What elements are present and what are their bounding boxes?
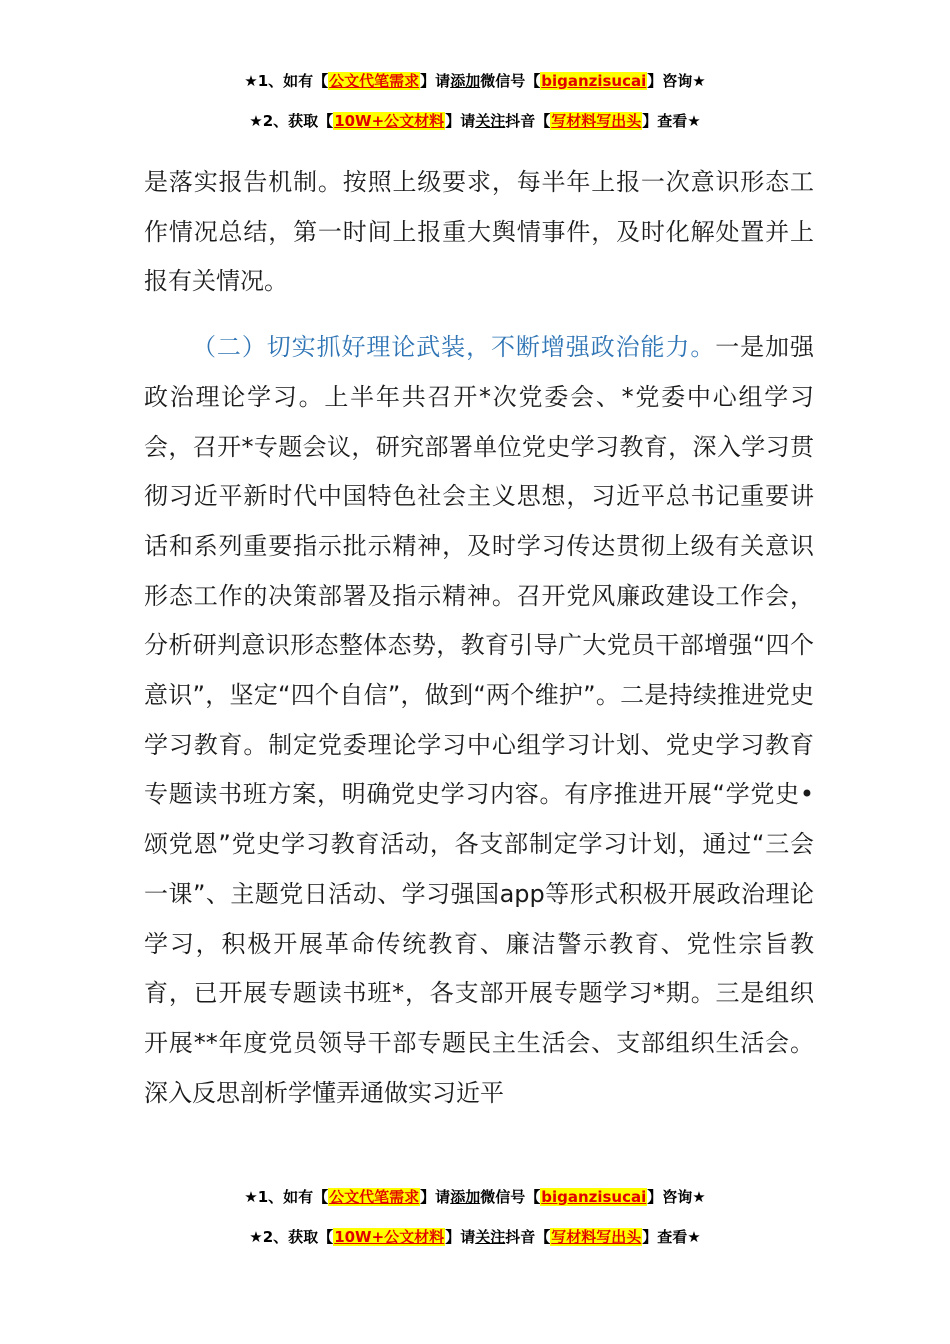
- banner-text: ★1、如有【: [244, 1188, 329, 1206]
- highlight-wechat-id: biganzisucai: [541, 72, 647, 90]
- highlight-wechat-id: biganzisucai: [541, 1188, 647, 1206]
- paragraph-reporting-mechanism: 是落实报告机制。按照上级要求，每半年上报一次意识形态工作情况总结，第一时间上报重大舆情事件，及时化解处置并上报有关情况。: [144, 168, 814, 296]
- highlight-douyin-account: 写材料写出头: [551, 112, 642, 130]
- underlined-word: 关注: [475, 112, 506, 130]
- banner-text: ★2、获取【: [249, 112, 334, 130]
- paragraph-text: 一是加强政治理论学习。上半年共召开*次党委会、*党委中心组学习会，召开*专题会议，研究部署单位党史学习教育，深入学习贯彻习近平新时代中国特色社会主义思想，习近平总书记重要讲话和系列重要指示批示精神，及时学习传达贯彻上级有关意识形态工作的决策部署及指示精神。召开党风廉政建设工作会，分析研判意识形态整体态势，教育引导广大党员干部增强“四个意识”，坚定“四个自信”，做到“两个维护”。二是持续推进党史学习教育。制定党委理论学习中心组学习计划、党史学习教育专题读书班方案，明确党史学习内容。有序推进开展“学党史•颂党恩”党史学习教育活动，各支部制定学习计划，通过“三会一课”、主题党日活动、学习强国app等形式积极开展政治理论学习，积极开展革命传统教育、廉洁警示教育、党性宗旨教育，已开展专题读书班*，各支部开展专题学习*期。三是组织开展**年度党员领导干部专题民主生活会、支部组织生活会。深入反思剖析学懂弄通做实习近平: [144, 333, 814, 1107]
- banner-text: 】请: [420, 1188, 451, 1206]
- highlight-douyin-account: 写材料写出头: [551, 1228, 642, 1246]
- underlined-word: 添加: [450, 72, 481, 90]
- banner-text: 】咨询★: [647, 72, 706, 90]
- banner-text: ★2、获取【: [249, 1228, 334, 1246]
- banner-text: 】查看★: [642, 112, 701, 130]
- banner-text: 】请: [420, 72, 451, 90]
- top-banner: [0, 70, 950, 132]
- banner-text: 】咨询★: [647, 1188, 706, 1206]
- highlight-service: 公文代笔需求: [329, 1188, 420, 1206]
- highlight-materials: 10W+公文材料: [334, 112, 445, 130]
- underlined-word: 关注: [475, 1228, 506, 1246]
- banner-text: 微信号【: [480, 72, 541, 90]
- document-body: [144, 158, 814, 1118]
- banner-text: 】查看★: [642, 1228, 701, 1246]
- bottom-banner: [0, 1186, 950, 1248]
- banner-text: 抖音【: [505, 1228, 551, 1246]
- underlined-word: 添加: [450, 1188, 481, 1206]
- section-heading: （二）切实抓好理论武装，不断增强政治能力。: [192, 333, 716, 362]
- banner-text: ★1、如有【: [244, 72, 329, 90]
- banner-line-2: [0, 110, 950, 132]
- banner-line-2: [0, 1226, 950, 1248]
- banner-line-1: [0, 1186, 950, 1208]
- banner-text: 抖音【: [505, 112, 551, 130]
- banner-text: 】请: [445, 112, 476, 130]
- paragraph-theory-study: [144, 323, 814, 1118]
- banner-line-1: [0, 70, 950, 92]
- banner-text: 微信号【: [480, 1188, 541, 1206]
- highlight-service: 公文代笔需求: [329, 72, 420, 90]
- banner-text: 】请: [445, 1228, 476, 1246]
- highlight-materials: 10W+公文材料: [334, 1228, 445, 1246]
